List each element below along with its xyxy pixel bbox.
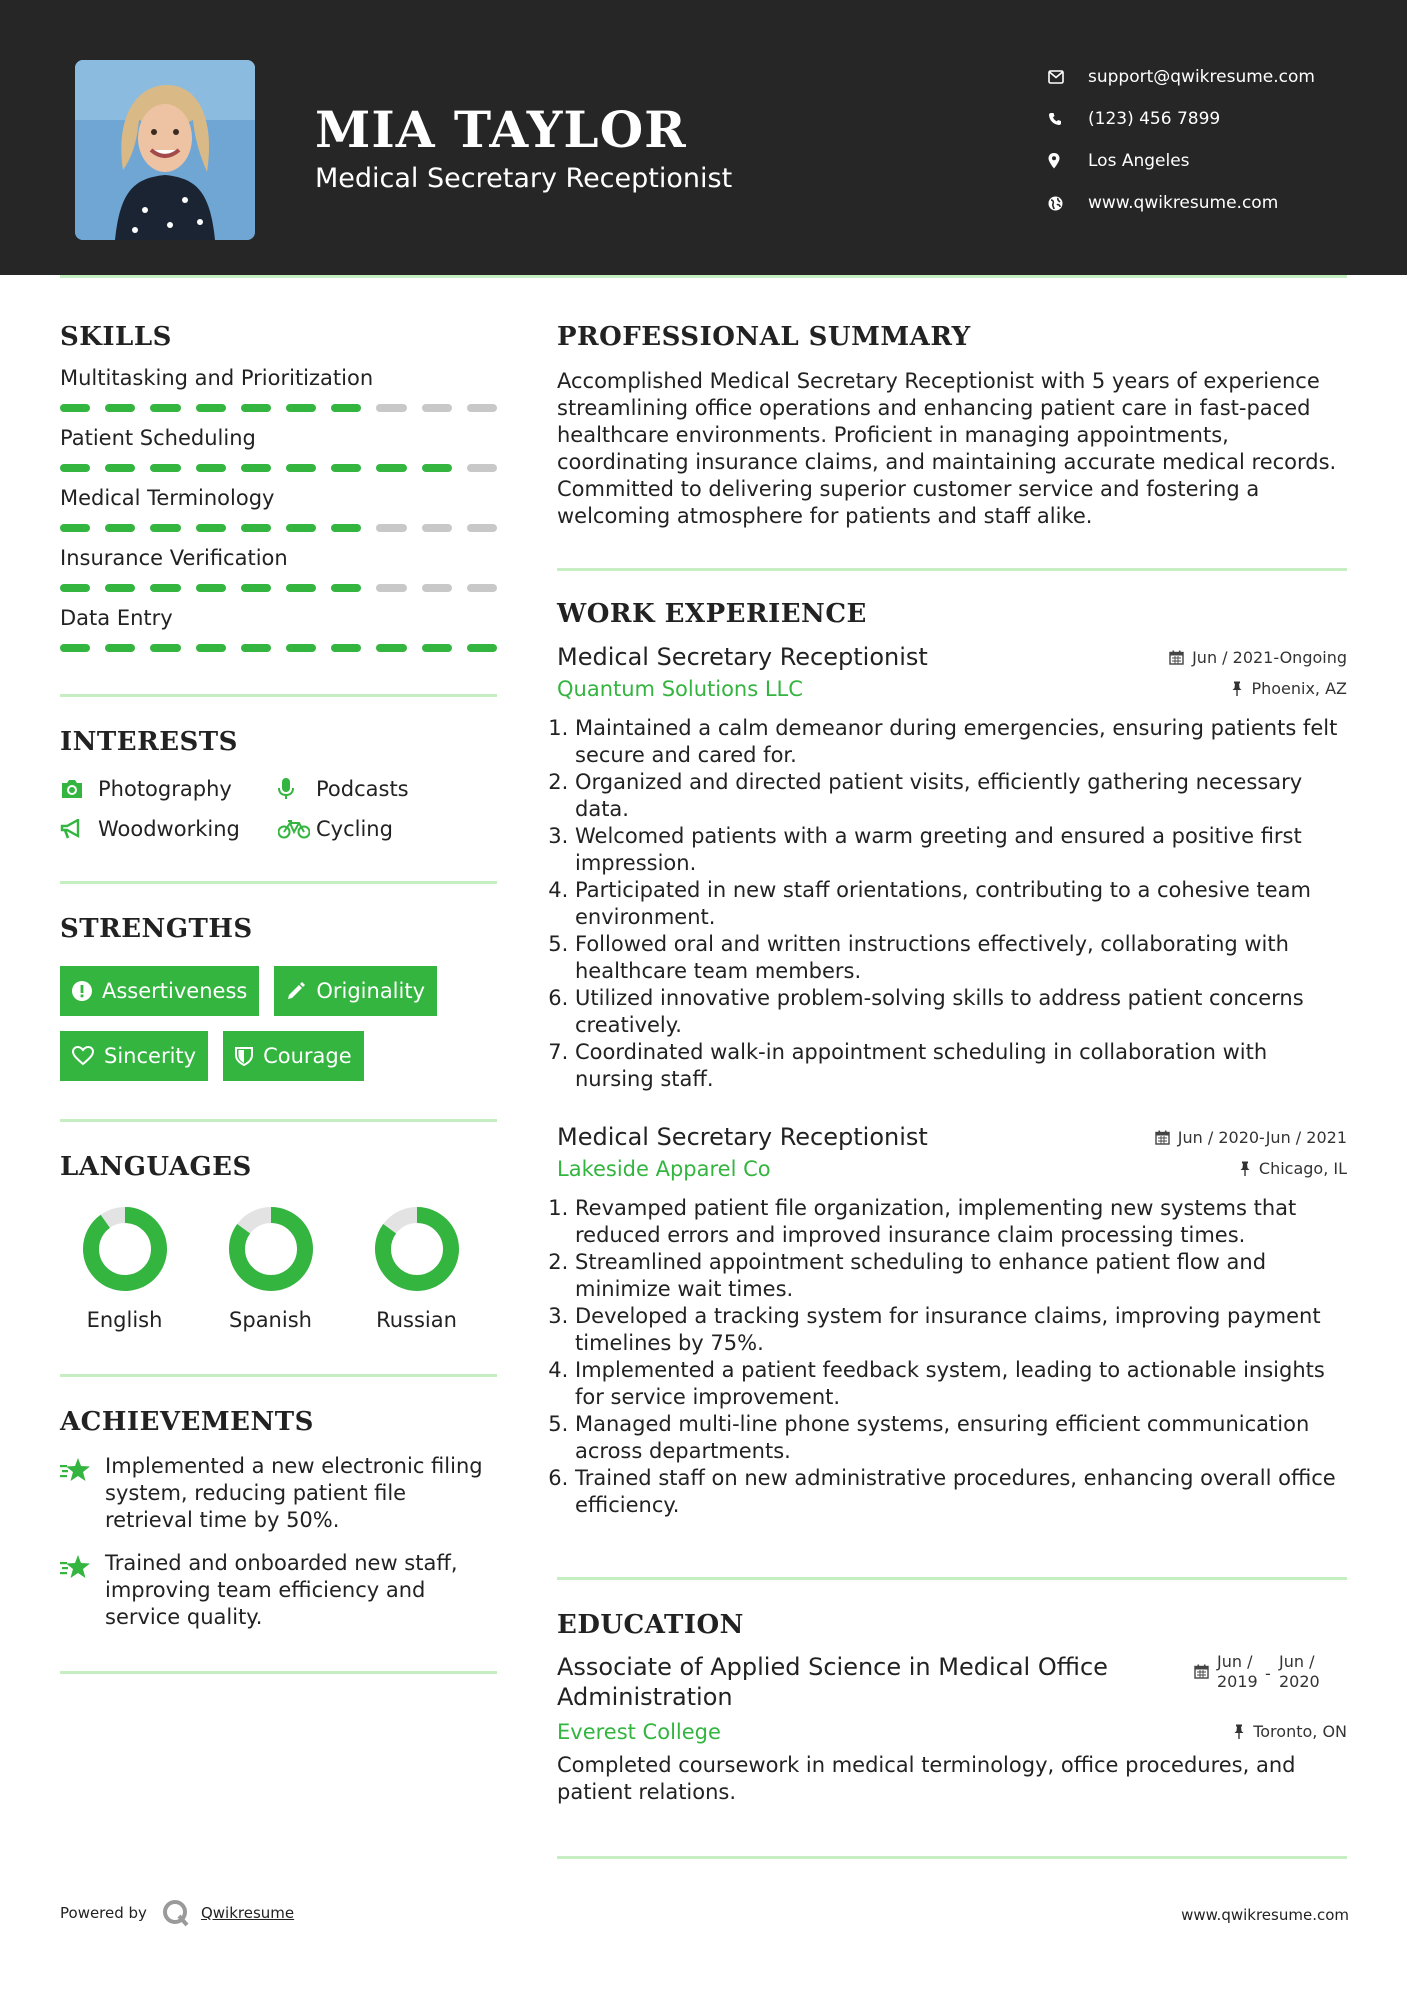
candidate-title: Medical Secretary Receptionist bbox=[315, 163, 733, 194]
skill-name: Medical Terminology bbox=[60, 486, 275, 510]
job-dates bbox=[1169, 648, 1347, 667]
powered-by-text: Powered by bbox=[60, 1904, 147, 1922]
rating-dot bbox=[467, 644, 497, 652]
duty-item: 1. Revamped patient file organization, implementing new systems that reduced errors and improved insurance claim processing times. bbox=[575, 1195, 1347, 1249]
contact-website[interactable] bbox=[1048, 182, 1315, 224]
rating-dot bbox=[286, 464, 316, 472]
strength-badge bbox=[223, 1031, 364, 1081]
strength-badge bbox=[60, 966, 259, 1016]
rating-dot bbox=[376, 584, 406, 592]
skill-rating bbox=[60, 404, 497, 412]
achievement-item bbox=[60, 1550, 497, 1631]
contact-website-text: www.qwikresume.com bbox=[1088, 193, 1279, 213]
exclamation-icon bbox=[72, 981, 92, 1001]
rating-dot bbox=[105, 404, 135, 412]
duty-item: 4. Implemented a patient feedback system, leading to actionable insights for service improvement. bbox=[575, 1357, 1347, 1411]
section-divider bbox=[60, 1119, 497, 1122]
qwikresume-logo-icon bbox=[161, 1898, 191, 1928]
contact-phone-text: (123) 456 7899 bbox=[1088, 109, 1221, 129]
rating-dot bbox=[196, 584, 226, 592]
duty-item: 3. Developed a tracking system for insurance claims, improving payment timelines by 75%. bbox=[575, 1303, 1347, 1357]
languages-list bbox=[68, 1206, 497, 1332]
rating-dot bbox=[286, 584, 316, 592]
strength-label: Sincerity bbox=[104, 1044, 197, 1068]
degree-title: Associate of Applied Science in Medical Office Administration bbox=[557, 1653, 1108, 1711]
calendar-icon bbox=[1155, 1130, 1170, 1145]
language-item bbox=[214, 1206, 327, 1332]
rating-dot bbox=[196, 404, 226, 412]
rating-dot bbox=[241, 584, 271, 592]
rating-dot bbox=[196, 464, 226, 472]
date-separator: - bbox=[1265, 1664, 1271, 1683]
duties-list bbox=[557, 715, 1347, 1093]
candidate-name: MIA TAYLOR bbox=[315, 100, 687, 159]
interest-item bbox=[278, 817, 496, 841]
job-title: Medical Secretary Receptionist bbox=[557, 643, 928, 671]
camera-icon bbox=[60, 779, 98, 799]
rating-dot bbox=[241, 464, 271, 472]
language-item bbox=[68, 1206, 181, 1332]
rating-dot bbox=[467, 404, 497, 412]
education-heading: EDUCATION bbox=[557, 1610, 744, 1640]
interest-label: Photography bbox=[98, 777, 232, 801]
company-name: Lakeside Apparel Co bbox=[557, 1157, 771, 1181]
left-column bbox=[60, 322, 497, 1674]
rating-dot bbox=[331, 524, 361, 532]
rating-dot bbox=[422, 404, 452, 412]
duty-item: 6. Utilized innovative problem-solving skills to address patient concerns creatively. bbox=[575, 985, 1347, 1039]
strength-label: Originality bbox=[316, 979, 426, 1003]
rating-dot bbox=[60, 524, 90, 532]
language-item bbox=[360, 1206, 473, 1332]
rating-dot bbox=[286, 644, 316, 652]
contact-email-text: support@qwikresume.com bbox=[1088, 67, 1315, 87]
right-column bbox=[557, 322, 1347, 1859]
strengths-heading: STRENGTHS bbox=[60, 914, 253, 944]
achievement-item bbox=[60, 1453, 497, 1534]
rating-dot bbox=[150, 464, 180, 472]
globe-icon bbox=[1048, 196, 1088, 211]
footer-url[interactable]: www.qwikresume.com bbox=[1181, 1906, 1349, 1924]
skills-heading: SKILLS bbox=[60, 322, 172, 352]
rating-dot bbox=[376, 644, 406, 652]
rating-dot bbox=[241, 524, 271, 532]
skill-rating bbox=[60, 524, 497, 532]
interest-label: Podcasts bbox=[316, 777, 409, 801]
rating-dot bbox=[150, 404, 180, 412]
strength-label: Courage bbox=[263, 1044, 352, 1068]
language-name: Russian bbox=[376, 1308, 457, 1332]
section-divider bbox=[557, 568, 1347, 571]
header-divider bbox=[60, 275, 1347, 278]
rating-dot bbox=[376, 464, 406, 472]
pin-icon bbox=[1231, 681, 1243, 696]
job-dates-text: Jun / 2021-Ongoing bbox=[1192, 648, 1347, 667]
job-dates-text: Jun / 2020-Jun / 2021 bbox=[1177, 1128, 1347, 1147]
interests-heading: INTERESTS bbox=[60, 727, 238, 757]
rating-dot bbox=[60, 464, 90, 472]
job-location bbox=[1239, 1159, 1347, 1178]
brand-link[interactable]: Qwikresume bbox=[200, 1904, 295, 1922]
education-entry bbox=[557, 1652, 1347, 1806]
contact-email[interactable] bbox=[1048, 56, 1315, 98]
languages-heading: LANGUAGES bbox=[60, 1152, 252, 1182]
duty-item: 7. Coordinated walk-in appointment scheduling in collaboration with nursing staff. bbox=[575, 1039, 1347, 1093]
duty-item: 1. Maintained a calm demeanor during emergencies, ensuring patients felt secure and cared for. bbox=[575, 715, 1347, 769]
achievement-text: Trained and onboarded new staff, improving team efficiency and service quality. bbox=[105, 1551, 458, 1629]
skills-list bbox=[60, 366, 497, 652]
language-name: English bbox=[86, 1308, 163, 1332]
job-title: Medical Secretary Receptionist bbox=[557, 1123, 928, 1151]
language-ring bbox=[374, 1206, 460, 1292]
education-dates bbox=[1194, 1652, 1327, 1692]
interest-label: Woodworking bbox=[98, 817, 240, 841]
company-name: Quantum Solutions LLC bbox=[557, 677, 803, 701]
school-name: Everest College bbox=[557, 1720, 721, 1744]
microphone-icon bbox=[278, 778, 316, 800]
interest-item bbox=[60, 777, 278, 801]
rating-dot bbox=[422, 584, 452, 592]
rating-dot bbox=[150, 584, 180, 592]
rating-dot bbox=[286, 404, 316, 412]
section-divider bbox=[60, 881, 497, 884]
rating-dot bbox=[105, 584, 135, 592]
interest-item bbox=[278, 777, 496, 801]
rating-dot bbox=[331, 464, 361, 472]
rating-dot bbox=[422, 524, 452, 532]
duty-item: 2. Organized and directed patient visits, efficiently gathering necessary data. bbox=[575, 769, 1347, 823]
rating-dot bbox=[331, 644, 361, 652]
rating-dot bbox=[331, 584, 361, 592]
shield-icon bbox=[235, 1046, 253, 1066]
rating-dot bbox=[422, 644, 452, 652]
calendar-icon bbox=[1169, 650, 1184, 665]
contact-location-text: Los Angeles bbox=[1088, 151, 1190, 171]
footer-branding bbox=[60, 1898, 294, 1928]
skill-rating bbox=[60, 584, 497, 592]
duty-item: 6. Trained staff on new administrative procedures, enhancing overall office efficiency. bbox=[575, 1465, 1347, 1519]
rating-dot bbox=[150, 524, 180, 532]
achievement-text: Implemented a new electronic filing system, reducing patient file retrieval time by 50%. bbox=[105, 1454, 483, 1532]
rating-dot bbox=[105, 524, 135, 532]
megaphone-icon bbox=[60, 819, 98, 839]
interest-label: Cycling bbox=[316, 817, 393, 841]
heart-icon bbox=[72, 1046, 94, 1066]
strength-badge bbox=[274, 966, 437, 1016]
duty-item: 5. Followed oral and written instructions effectively, collaborating with healthcare team members. bbox=[575, 931, 1347, 985]
duty-item: 5. Managed multi-line phone systems, ensuring efficient communication across departments. bbox=[575, 1411, 1347, 1465]
experience-heading: WORK EXPERIENCE bbox=[557, 599, 867, 629]
rating-dot bbox=[241, 404, 271, 412]
rating-dot bbox=[105, 644, 135, 652]
rating-dot bbox=[60, 584, 90, 592]
rating-dot bbox=[196, 644, 226, 652]
duty-item: 3. Welcomed patients with a warm greeting and ensured a positive first impression. bbox=[575, 823, 1347, 877]
rating-dot bbox=[241, 644, 271, 652]
contact-location bbox=[1048, 140, 1315, 182]
rating-dot bbox=[286, 524, 316, 532]
section-divider bbox=[60, 694, 497, 697]
duty-item: 4. Participated in new staff orientations, contributing to a cohesive team environment. bbox=[575, 877, 1347, 931]
summary-heading: PROFESSIONAL SUMMARY bbox=[557, 322, 971, 352]
skill-name: Data Entry bbox=[60, 606, 173, 630]
rating-dot bbox=[150, 644, 180, 652]
job-entry bbox=[557, 643, 1347, 1093]
contact-phone[interactable] bbox=[1048, 98, 1315, 140]
section-divider bbox=[557, 1856, 1347, 1859]
rating-dot bbox=[60, 404, 90, 412]
profile-photo bbox=[75, 60, 255, 240]
strength-label: Assertiveness bbox=[102, 979, 248, 1003]
location-icon bbox=[1048, 153, 1088, 169]
interests-list bbox=[60, 777, 497, 841]
rating-dot bbox=[196, 524, 226, 532]
mail-icon bbox=[1048, 70, 1088, 84]
strengths-list bbox=[60, 966, 520, 1081]
section-divider bbox=[557, 1577, 1347, 1580]
job-entry bbox=[557, 1123, 1347, 1519]
rating-dot bbox=[467, 524, 497, 532]
duties-list bbox=[557, 1195, 1347, 1519]
rating-dot bbox=[331, 404, 361, 412]
rating-dot bbox=[467, 464, 497, 472]
interest-item bbox=[60, 817, 278, 841]
phone-icon bbox=[1048, 112, 1088, 126]
education-start: Jun / 2019 bbox=[1217, 1652, 1258, 1691]
language-name: Spanish bbox=[229, 1308, 312, 1332]
language-ring bbox=[228, 1206, 314, 1292]
resume-header bbox=[0, 0, 1407, 275]
rating-dot bbox=[105, 464, 135, 472]
skill-name: Multitasking and Prioritization bbox=[60, 366, 374, 390]
job-location-text: Chicago, IL bbox=[1258, 1159, 1347, 1178]
education-end: Jun / 2020 bbox=[1279, 1652, 1320, 1691]
language-ring bbox=[82, 1206, 168, 1292]
strength-badge bbox=[60, 1031, 208, 1081]
contact-list bbox=[1048, 56, 1315, 224]
achievements-heading: ACHIEVEMENTS bbox=[60, 1407, 314, 1437]
job-dates bbox=[1155, 1128, 1347, 1147]
star-icon bbox=[60, 1550, 105, 1631]
pin-icon bbox=[1233, 1724, 1245, 1739]
education-description: Completed coursework in medical terminology, office procedures, and patient relations. bbox=[557, 1753, 1296, 1804]
section-divider bbox=[60, 1374, 497, 1377]
rating-dot bbox=[422, 464, 452, 472]
skill-rating bbox=[60, 644, 497, 652]
summary-text: Accomplished Medical Secretary Receptionist with 5 years of experience streamlining office operations and enhancing patient care in fast-paced healthcare environments. Proficient in managing appointments, coordinating insurance claims, and maintaining accurate medical records. Committed to delivering superior customer service and fostering a welcoming atmosphere for patients and staff alike. bbox=[557, 369, 1337, 528]
star-icon bbox=[60, 1453, 105, 1534]
pin-icon bbox=[1239, 1161, 1251, 1176]
rating-dot bbox=[467, 584, 497, 592]
job-location bbox=[1231, 679, 1347, 698]
job-location-text: Phoenix, AZ bbox=[1251, 679, 1347, 698]
skill-name: Patient Scheduling bbox=[60, 426, 256, 450]
duty-item: 2. Streamlined appointment scheduling to enhance patient flow and minimize wait times. bbox=[575, 1249, 1347, 1303]
bicycle-icon bbox=[278, 819, 316, 839]
education-location-text: Toronto, ON bbox=[1253, 1722, 1347, 1741]
rating-dot bbox=[376, 404, 406, 412]
rating-dot bbox=[376, 524, 406, 532]
skill-rating bbox=[60, 464, 497, 472]
rating-dot bbox=[60, 644, 90, 652]
section-divider bbox=[60, 1671, 497, 1674]
calendar-icon bbox=[1194, 1664, 1209, 1679]
education-location bbox=[1233, 1722, 1347, 1741]
skill-name: Insurance Verification bbox=[60, 546, 288, 570]
pencil-icon bbox=[286, 981, 306, 1001]
